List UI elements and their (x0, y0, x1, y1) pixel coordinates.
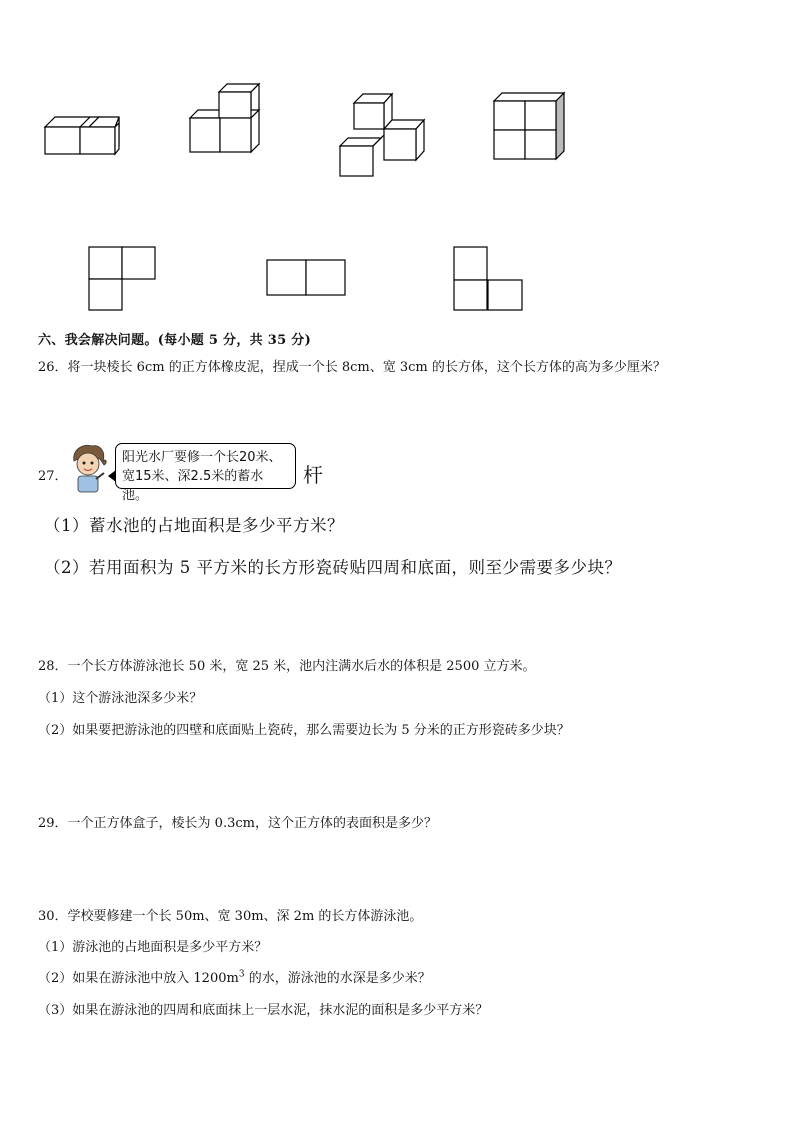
question-30-sub-1: （1）游泳池的占地面积是多少平方米？ (38, 940, 268, 955)
question-27-sub-2: （2）若用面积为 5 平方米的长方形瓷砖贴四周和底面，则至少需要多少块？ (44, 558, 622, 577)
question-30-sub-2-part-a: （2）如果在游泳池中放入 1200m (38, 971, 239, 986)
question-26 (38, 356, 666, 375)
view-figure-1 (86, 244, 160, 314)
boy-avatar-icon (66, 443, 110, 495)
question-26-text: 将一块棱长 6cm 的正方体橡皮泥，捏成一个长 8cm、宽 3cm 的长方体，这个长方体的高为多少厘米？ (67, 360, 666, 375)
question-28: 28．一个长方体游泳池长 50 米，宽 25 米，池内注满水后水的体积是 2500 立方米。 (38, 659, 536, 674)
speech-bubble-line-2: 宽15米、深2.5米的蓄水池。 (122, 469, 264, 503)
speech-bubble (115, 443, 296, 503)
speech-bubble-line-1: 阳光水厂要修一个长20米、 (122, 450, 282, 465)
question-26-number: 26． (38, 360, 68, 375)
question-27-trailing-char: 杆 (303, 463, 323, 487)
view-figure-3 (451, 244, 527, 314)
question-30-sub-3: （3）如果在游泳池的四周和底面抹上一层水泥，抹水泥的面积是多少平方米？ (38, 1003, 489, 1018)
question-29: 29．一个正方体盒子，棱长为 0.3cm，这个正方体的表面积是多少？ (38, 816, 437, 831)
question-28-sub-1: （1）这个游泳池深多少米？ (38, 691, 203, 706)
cube-figure-1 (40, 100, 126, 160)
question-30-sub-2-part-b: 的水，游泳池的水深是多少米？ (244, 971, 431, 986)
superscript-3: 3 (238, 969, 245, 980)
question-28-sub-2: （2）如果要把游泳池的四壁和底面贴上瓷砖，那么需要边长为 5 分米的正方形瓷砖多少块？ (38, 723, 570, 738)
view-figure-2 (264, 257, 350, 299)
question-30: 30．学校要修建一个长 50m、宽 30m、深 2m 的长方体游泳池。 (38, 909, 423, 924)
question-27-sub-1: （1）蓄水池的占地面积是多少平方米？ (44, 516, 344, 535)
section-title: 六、我会解决问题。(每小题 5 分，共 35 分) (38, 333, 312, 348)
question-27-number: 27． (38, 469, 68, 484)
cube-figure-2 (186, 80, 270, 160)
question-30-sub-2 (38, 967, 431, 986)
cube-figure-3 (336, 90, 432, 180)
cube-figure-4 (490, 88, 570, 164)
